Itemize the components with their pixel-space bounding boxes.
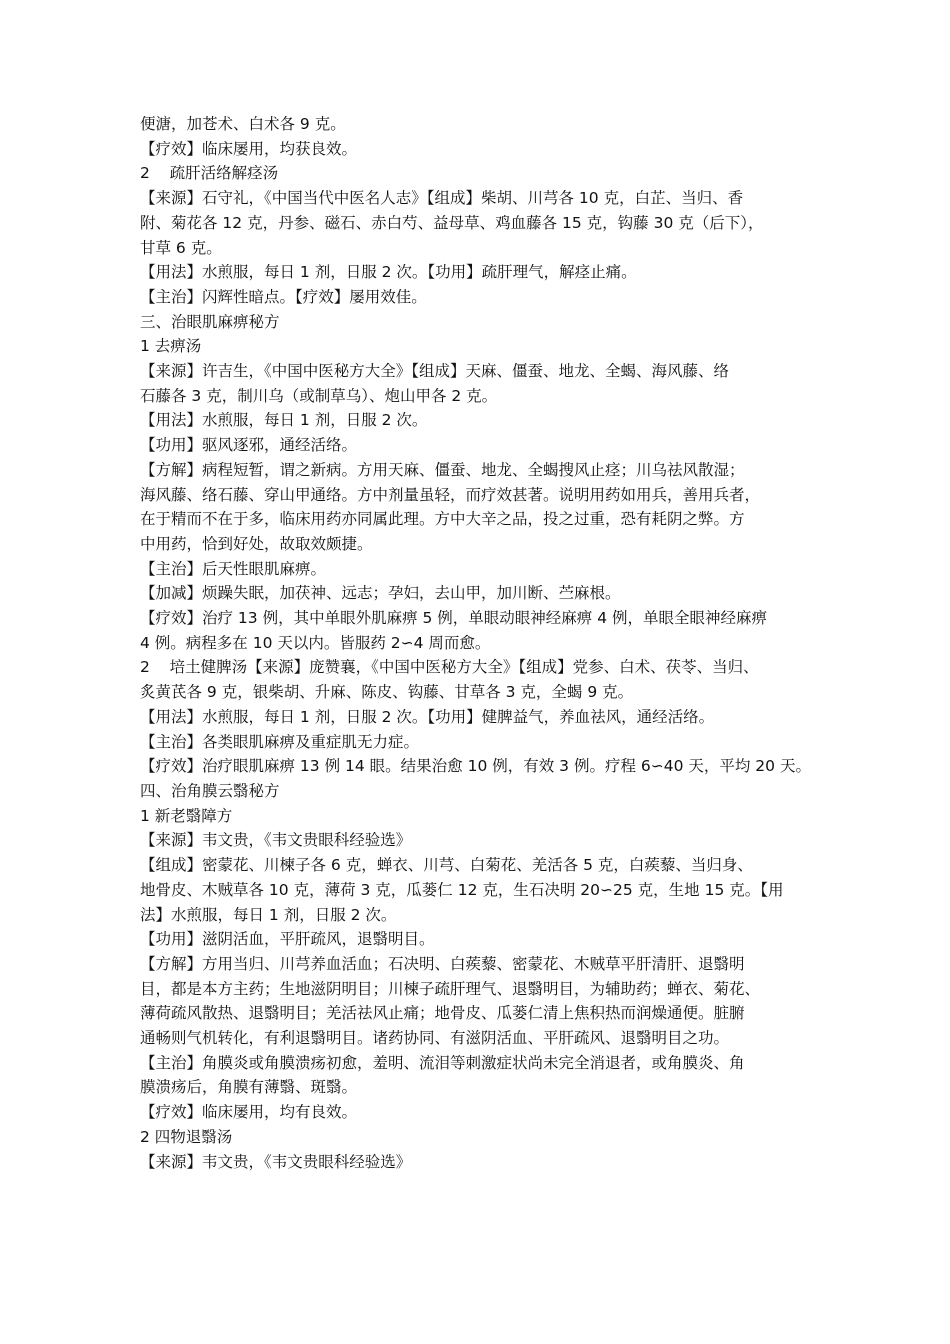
paragraph xyxy=(140,359,820,408)
text-line: 【用法】水煎服，每日 1 剂，日服 2 次。【功用】健脾益气，养血祛风，通经活络。 xyxy=(140,707,715,726)
paragraph xyxy=(140,137,820,162)
paragraph xyxy=(140,1100,820,1125)
paragraph xyxy=(140,705,820,730)
text-line: 【来源】许吉生，《中国中医秘方大全》【组成】天麻、僵蚕、地龙、全蝎、海风藤、络 xyxy=(140,362,730,381)
text-line: 【来源】韦文贵，《韦文贵眼科经验选》 xyxy=(140,831,412,850)
text-line: 【疗效】治疗眼肌麻痹 13 例 14 眼。结果治愈 10 例，有效 3 例。疗程 6∽40 天，平均 20 天。 xyxy=(140,757,811,776)
text-line: 【疗效】临床屡用，均有良效。 xyxy=(140,1103,358,1122)
paragraph xyxy=(140,408,820,433)
paragraph xyxy=(140,952,820,1051)
paragraph xyxy=(140,853,820,927)
text-line: 【方解】方用当归、川芎养血活血；石决明、白蒺藜、密蒙花、木贼草平肝清肝、退翳明 xyxy=(140,954,745,973)
paragraph xyxy=(140,606,820,655)
paragraph xyxy=(140,433,820,458)
text-line: 【主治】后天性眼肌麻痹。 xyxy=(140,559,327,578)
paragraph xyxy=(140,260,820,285)
text-line: 便溏，加苍术、白术各 9 克。 xyxy=(140,115,346,133)
paragraph xyxy=(140,804,820,829)
text-line: 石藤各 3 克，制川乌（或制草乌）、炮山甲各 2 克。 xyxy=(140,386,498,405)
text-line: 膜溃疡后，角膜有薄翳、斑翳。 xyxy=(140,1078,358,1097)
paragraph xyxy=(140,285,820,310)
paragraph xyxy=(140,1125,820,1150)
text-line: 2 疏肝活络解痉汤 xyxy=(140,164,279,183)
text-line: 【来源】石守礼，《中国当代中医名人志》【组成】柴胡、川芎各 10 克，白芷、当归、香 xyxy=(140,189,744,208)
text-line: 【主治】角膜炎或角膜溃疡初愈，羞明、流泪等刺激症状尚未完全消退者，或角膜炎、角 xyxy=(140,1053,745,1072)
text-line: 【功用】滋阴活血，平肝疏风，退翳明目。 xyxy=(140,930,435,949)
paragraph xyxy=(140,828,820,853)
paragraph xyxy=(140,161,820,186)
paragraph xyxy=(140,730,820,755)
text-line: 2 四物退翳汤 xyxy=(140,1127,233,1146)
text-line: 【用法】水煎服，每日 1 剂，日服 2 次。 xyxy=(140,411,428,430)
paragraph xyxy=(140,754,820,779)
text-line: 1 新老翳障方 xyxy=(140,806,233,825)
paragraph xyxy=(140,581,820,606)
text-line: 海风藤、络石藤、穿山甲通络。方中剂量虽轻，而疗效甚著。说明用药如用兵，善用兵者， xyxy=(140,485,761,504)
text-line: 2 培土健脾汤【来源】庞赞襄，《中国中医秘方大全》【组成】党参、白术、茯苓、当归、 xyxy=(140,658,759,677)
text-line: 法】水煎服，每日 1 剂，日服 2 次。 xyxy=(140,905,397,924)
paragraph xyxy=(140,1150,820,1175)
text-line: 【来源】韦文贵，《韦文贵眼科经验选》 xyxy=(140,1152,412,1171)
text-line: 【疗效】治疗 13 例，其中单眼外肌麻痹 5 例，单眼动眼神经麻痹 4 例，单眼全眼神经麻痹 xyxy=(140,609,768,628)
text-line: 四、治角膜云翳秘方 xyxy=(140,781,280,800)
text-line: 附、菊花各 12 克，丹参、磁石、赤白芍、益母草、鸡血藤各 15 克，钩藤 30 克（后下）， xyxy=(140,213,764,232)
text-line: 1 去痹汤 xyxy=(140,337,202,356)
text-line: 在于精而不在于多，临床用药亦同属此理。方中大辛之品，投之过重，恐有耗阴之弊。方 xyxy=(140,510,745,529)
text-line: 薄荷疏风散热、退翳明目；羌活祛风止痛；地骨皮、瓜蒌仁清上焦积热而润燥通便。脏腑 xyxy=(140,1004,745,1023)
text-line: 【组成】密蒙花、川楝子各 6 克，蝉衣、川芎、白菊花、羌活各 5 克，白蒺藜、当归身、 xyxy=(140,856,753,875)
text-line: 4 例。病程多在 10 天以内。皆服药 2∽4 周而愈。 xyxy=(140,633,491,652)
text-line: 【功用】驱风逐邪，通经活络。 xyxy=(140,436,358,455)
text-line: 中用药，恰到好处，故取效颇捷。 xyxy=(140,534,373,553)
document-body xyxy=(140,112,820,1174)
paragraph xyxy=(140,557,820,582)
text-line: 【主治】各类眼肌麻痹及重症肌无力症。 xyxy=(140,732,420,751)
paragraph xyxy=(140,310,820,335)
paragraph xyxy=(140,112,820,137)
paragraph xyxy=(140,779,820,804)
text-line: 【加减】烦躁失眠，加茯神、远志；孕妇，去山甲，加川断、苎麻根。 xyxy=(140,584,621,603)
text-line: 【用法】水煎服，每日 1 剂，日服 2 次。【功用】疏肝理气，解痉止痛。 xyxy=(140,263,637,282)
paragraph xyxy=(140,334,820,359)
paragraph xyxy=(140,655,820,704)
paragraph xyxy=(140,1051,820,1100)
text-line: 炙黄芪各 9 克，银柴胡、升麻、陈皮、钩藤、甘草各 3 克，全蝎 9 克。 xyxy=(140,683,634,702)
paragraph xyxy=(140,186,820,260)
text-line: 甘草 6 克。 xyxy=(140,238,222,257)
text-line: 三、治眼肌麻痹秘方 xyxy=(140,312,280,331)
text-line: 【疗效】临床屡用，均获良效。 xyxy=(140,139,358,158)
text-line: 【方解】病程短暂，谓之新病。方用天麻、僵蚕、地龙、全蝎搜风止痉；川乌祛风散湿； xyxy=(140,460,745,479)
text-line: 目，都是本方主药；生地滋阴明目；川楝子疏肝理气、退翳明目，为辅助药；蝉衣、菊花、 xyxy=(140,979,761,998)
text-line: 通畅则气机转化，有利退翳明目。诸药协同、有滋阴活血、平肝疏风、退翳明目之功。 xyxy=(140,1029,730,1048)
text-line: 【主治】闪辉性暗点。【疗效】屡用效佳。 xyxy=(140,287,427,306)
paragraph xyxy=(140,927,820,952)
text-line: 地骨皮、木贼草各 10 克，薄荷 3 克，瓜蒌仁 12 克，生石决明 20∽25 克，生地 15 克。【用 xyxy=(140,880,784,899)
paragraph xyxy=(140,458,820,557)
